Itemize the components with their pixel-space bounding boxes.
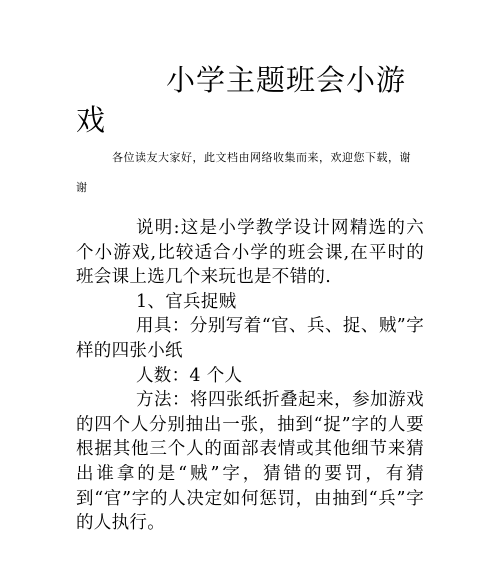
game-heading: 1、官兵捉贼 (136, 291, 237, 312)
download-notice: 各位读友大家好，此文档由网络收集而来，欢迎您下载，谢谢 (76, 151, 411, 194)
document-body (76, 216, 424, 536)
method-paragraph: 方法：将四张纸折叠起来，参加游戏的四个人分别抽出一张，抽到“捉”字的人要根据其他三个人的面部表情或其他细节来猜出谁拿的是“贼”字，猜错的要罚，有猜到“官”字的人决定如何惩罚，由抽到“兵”字的人执行。 (76, 390, 424, 534)
players-paragraph: 人数：4 个人 (136, 365, 243, 386)
intro-paragraph: 说明:这是小学教学设计网精选的六个小游戏,比较适合小学的班会课,在平时的班会课上选几个来玩也是不错的. (76, 218, 424, 288)
document-title: 小学主题班会小游戏 (76, 63, 407, 137)
materials-paragraph: 用具：分别写着“官、兵、捉、贼”字样的四张小纸 (76, 316, 424, 361)
